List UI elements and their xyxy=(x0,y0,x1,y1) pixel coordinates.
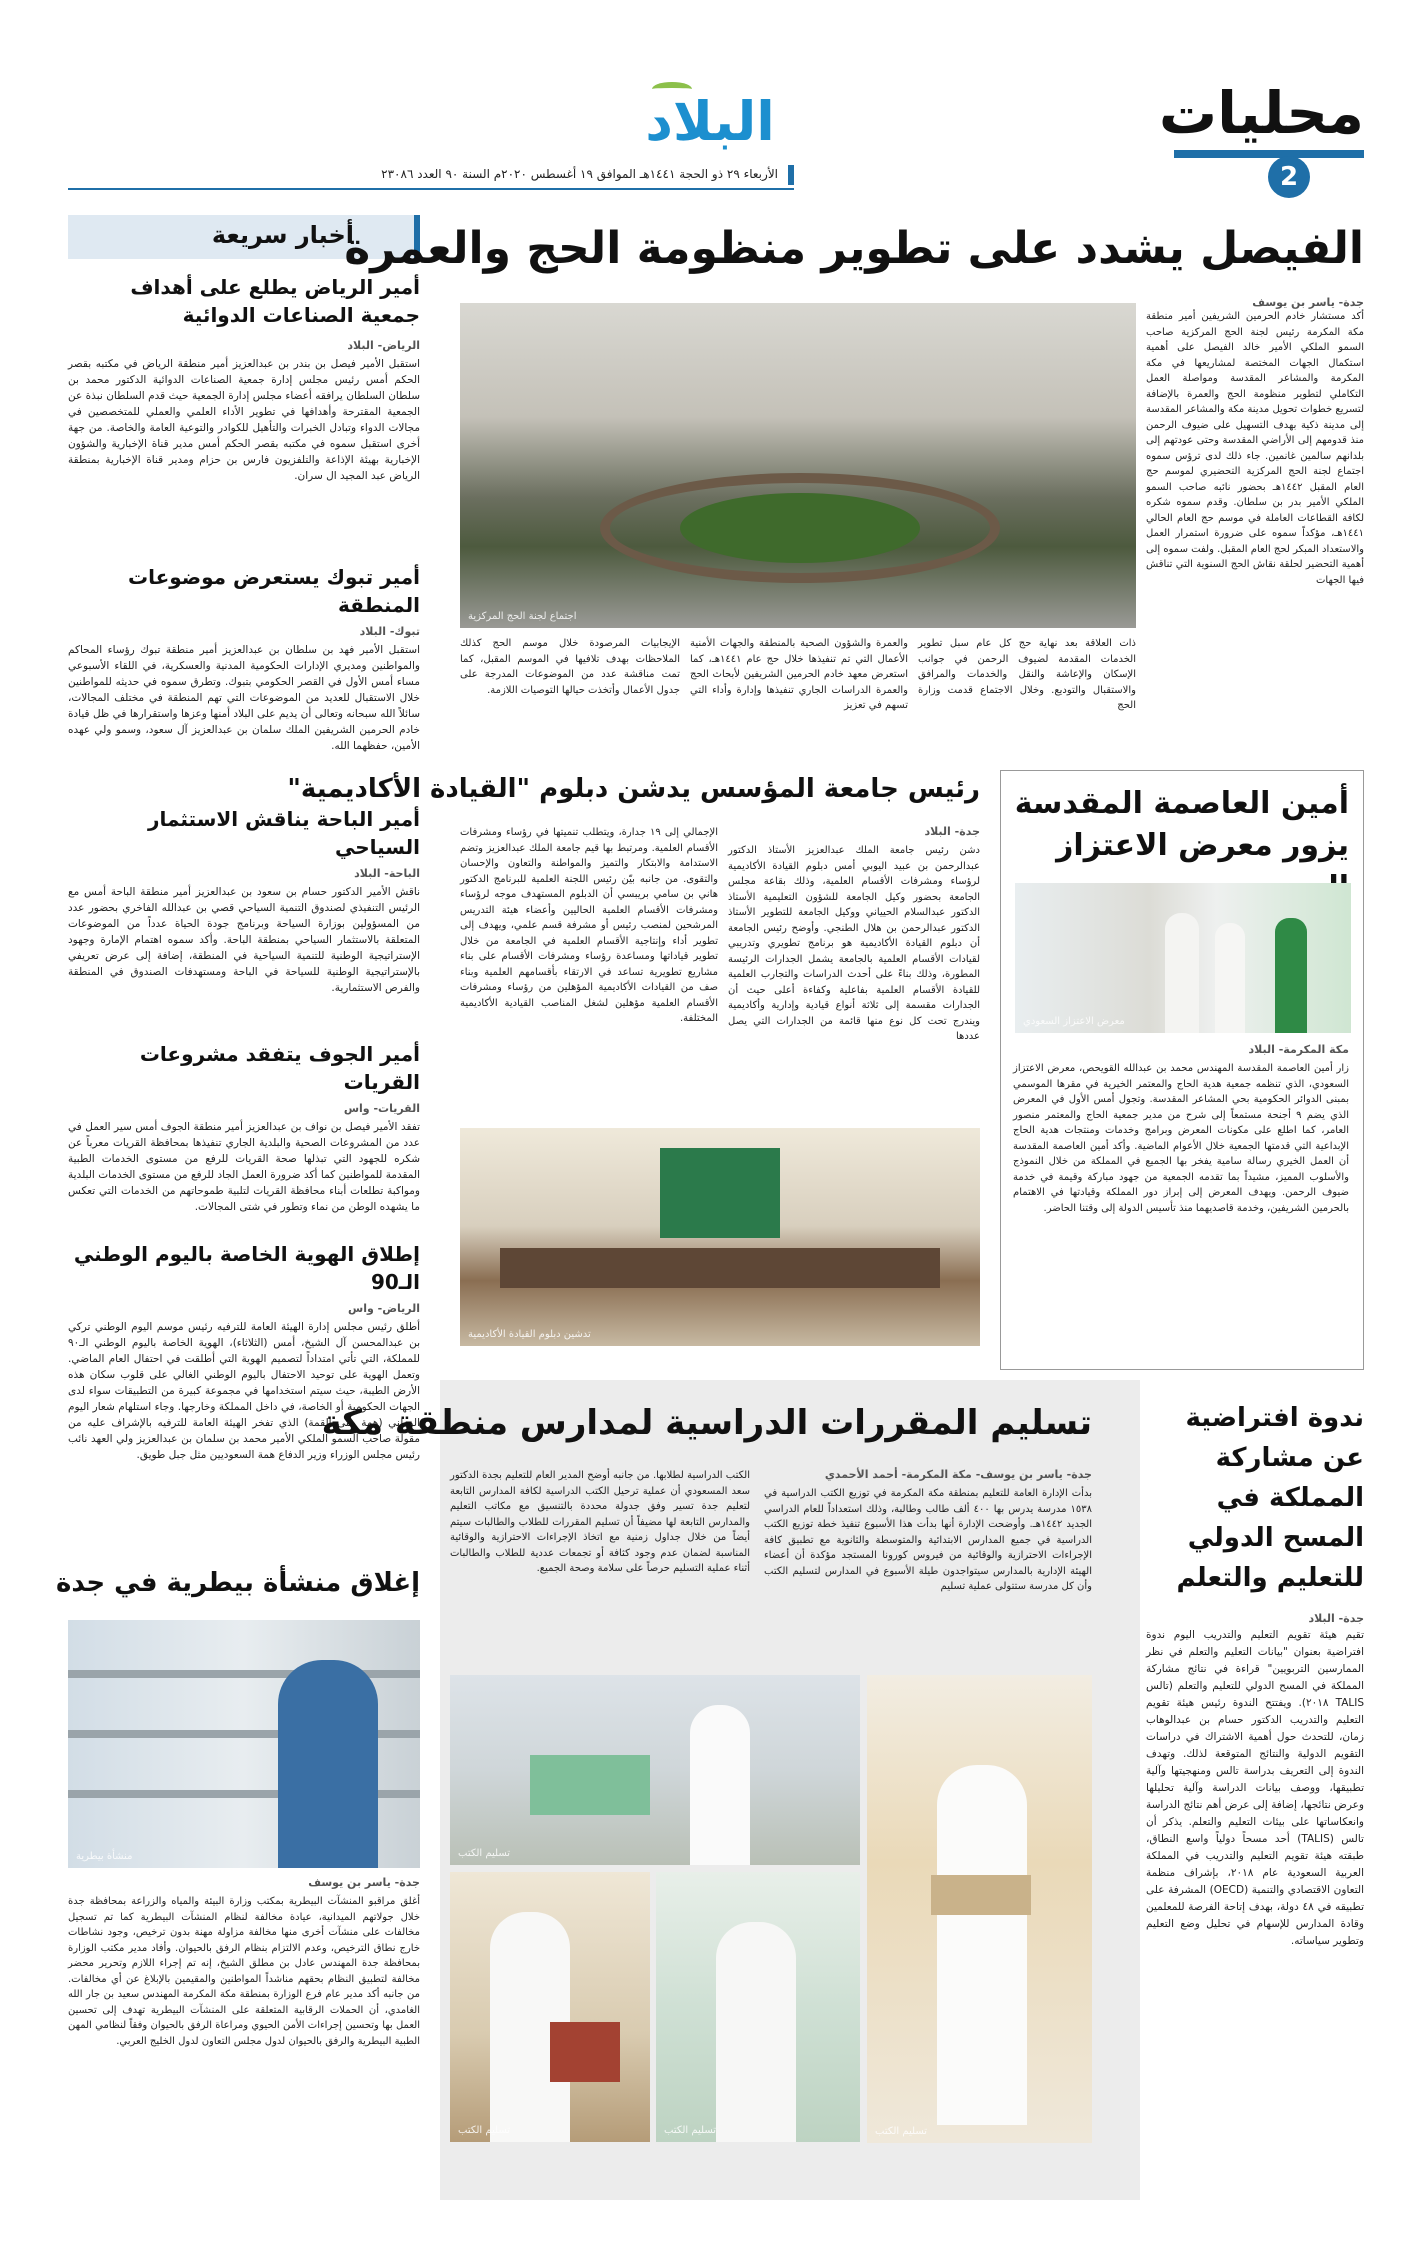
figure-shape xyxy=(716,1922,796,2142)
lead-body-col3: والعمرة والشؤون الصحية بالمنطقة والجهات الأمنية الأعمال التي تم تنفيذها خلال حج عام ١٤٤١هـ، كما استعرض معهد خادم الحرمين الشريفين لأبحاث الحج والعمرة الدراسات الجاري تنفيذها وإدارة وأداء التي تسهم في تعزيز xyxy=(690,638,908,711)
university-body-col1: دشن رئيس جامعة الملك عبدالعزيز الأستاذ الدكتور عبدالرحمن بن عبيد اليوبي أمس دبلوم القيادة الأكاديمية لرؤساء ومشرفات الأقسام العلمية، وذلك بقاعة مجلس الجامعة بحضور وكيل الجامعة للشؤون التعليمية الأستاذ الدكتور عبدالسلام الحيياني ووكيل الجامعة للتطوير الأستاذ الدكتور عبدالرحمن بن هلال الطنجي. وأوضح رئيس الجامعة أن دبلوم القيادة الأكاديمية هو برنامج تطويري وتدريبي لقيادات الأقسام العلمية بالجامعة يشمل الجدارات الرئيسة المطورة، وذلك بناءً على أحدث الدراسات والتجارب العلمية للقيادة الأقسام العلمية بفاعلية وكفاءة أعلى حيث أن الجدارات مقسمة إلى ثلاثة أنواع قيادية وإدارية وأكاديمية ويندرج تحت كل نوع منها قائمة من الجدارات التي يصل عددها xyxy=(728,845,980,1042)
photo-caption: تسليم الكتب xyxy=(458,2125,511,2136)
figure-shape xyxy=(937,1765,1027,2125)
sidebar-item xyxy=(68,805,420,1030)
logo-text: البلاد xyxy=(645,90,775,153)
books-stack-shape xyxy=(550,2022,620,2082)
sidebar-item-headline: أمير الجوف يتفقد مشروعات القريات xyxy=(139,1042,420,1094)
textbooks-source: جدة- ياسر بن يوسف- مكة المكرمة- أحمد الأحمدي xyxy=(824,1468,1092,1481)
logo xyxy=(630,82,790,162)
sidebar-item-source: الرياض- البلاد xyxy=(347,339,420,352)
dateline: الأربعاء ٢٩ ذو الحجة ١٤٤١هـ الموافق ١٩ أغسطس ٢٠٢٠م السنة ٩٠ العدد ٢٣٠٨٦ xyxy=(381,167,778,181)
figure-shape xyxy=(1275,918,1307,1033)
banner-shape xyxy=(660,1148,780,1238)
textbooks-band xyxy=(321,1380,1140,2200)
photo-caption: تسليم الكتب xyxy=(664,2125,717,2136)
amin-body: زار أمين العاصمة المقدسة المهندس محمد بن عبدالله القويحص، معرض الاعتزاز السعودي، الذي تنظمه جمعية هدية الحاج والمعتمر الخيرية في مقرها الموسمي بمبنى الدوائر الحكومية بحي المشاعر المقدسة. وتجول أمس الأول في المعرض الذي يضم ٩ أجنحة مستمعاً إلى شرح من مدير جمعية الحاج والمعتمر منصور العامر، كما اطلع على مكونات المعرض وبرامج وخدمات ومنتجات هدية الحاج الإبداعية التي قدمتها الجمعية خلال الأعوام الماضية. وأكد أمين العاصمة المقدسة أن العمل الخيري رسالة سامية يفخر بها الجميع في المملكة من خلال النموذج والأسلوب المميز، مشيداً بما تقدمه الجمعية من جهود مباركة وقيمة في خدمة ضيوف الرحمن. ويهدف المعرض إلى إبراز دور المملكة وقيادتها في الاهتمام بالحرمين الشريفين، وخدمة قاصديهما منذ تأسيس الدولة إلى وقتنا الحاضر. xyxy=(1013,1063,1349,1214)
vet-photo xyxy=(68,1620,420,1868)
books-photo-3 xyxy=(656,1872,860,2142)
sidebar-item-body: ناقش الأمير الدكتور حسام بن سعود بن عبدالعزيز أمير منطقة الباحة أمس مع الرئيس التنفيذي لصندوق التنمية السياحي قصي بن عبدالله الفاخري بحضور عدد من المسؤولين بوزارة السياحة وبرنامج جودة الحياة عدداً من الموضوعات المتعلقة بالاستثمار السياحي بمنطقة الباحة. وأكد سموه اهتمام الإمارة وجهود الإستراتيجية الوطنية للتنمية السياحية في المنطقة، إضافة إلى عرض تعريفي بالإستراتيجية الوطنية للسياحة في الباحة ومستهدفات الصندوق في المنطقة والفرص الاستثمارية. xyxy=(68,886,420,994)
amin-source: مكة المكرمة- البلاد xyxy=(1248,1043,1349,1056)
seminar-body: تقيم هيئة تقويم التعليم والتدريب اليوم ندوة افتراضية بعنوان "بيانات التعليم والتعلم في نظر الممارسين التربويين" قراءة في نتائج مشاركة المملكة في المسح الدولي للتعليم والتعلم (تالس TALIS ٢٠١٨). ويفتتح الندوة رئيس هيئة تقويم التعليم والتدريب الدكتور حسام بن عبدالوهاب زمان، للتحدث حول أهمية الاشتراك في دراسات التقويم الدولية والنتائج المتوقعة لذلك. وتهدف الندوة إلى التعريف بدراسة تالس ومنهجيتها وآلية تطبيقها، ووصف بيانات الدراسة وآلية تحليلها وعرض نتائجها، إضافة إلى عرض أهم نتائج الدراسة وانعكاساتها على بيئات التعليم والتعلم. يذكر أن تالس (TALIS) أحد مسحاً دولياً واسع النطاق، طبقته هيئة تقويم التعليم والتدريب في المملكة العربية السعودية عام ٢٠١٨، بإشراف منظمة التعاون الاقتصادي والتنمية (OECD) المشرفة على تطبيقه في ٤٨ دولة، بهدف إتاحة الفرصة للمعلمين وقادة المدارس للإسهام في تحليل وضع التعليم وتطوير سياساته. xyxy=(1146,1629,1365,1947)
books-stack-shape xyxy=(931,1875,1031,1915)
lead-source: جدة- ياسر بن يوسف xyxy=(1252,296,1364,309)
lead-photo-meeting xyxy=(460,303,1136,628)
books-photo-4 xyxy=(450,1872,650,2142)
sidebar-item-headline: إطلاق الهوية الخاصة باليوم الوطني الـ90 xyxy=(73,1242,420,1294)
sidebar-item-headline: أمير تبوك يستعرض موضوعات المنطقة xyxy=(128,565,420,617)
lead-headline: الفيصل يشدد على تطوير منظومة الحج والعمرة xyxy=(344,223,1364,274)
sidebar-item-body: استقبل الأمير فيصل بن بندر بن عبدالعزيز أمير منطقة الرياض في مكتبه بقصر الحكم أمس رئيس مجلس إدارة جمعية الصناعات الدوائية الدكتور محمد بن سلطان السلطان يرافقه أعضاء مجلس إدارة الجمعية حيث قدم السلطان نبذة عن الجمعية المقترحة وأهدافها في تطوير الأداء العلمي والعملي للمتخصصين في مجالات الدواء وتبادل الخبرات والتأهيل للكوادر والتوعية العامة والخاصة. من جهة أخرى استقبل سموه في مكتبه بقصر الحكم أمس مدير قناة الإخبارية والشؤون الإخبارية بهيئة الإذاعة والتلفزيون فارس بن حزام ومدير قناة الإخبارية بمنطقة الرياض عبد المجيد ال سران. xyxy=(68,358,420,482)
books-stack-shape xyxy=(530,1755,650,1815)
sidebar-item-body: استقبل الأمير فهد بن سلطان بن عبدالعزيز أمير منطقة تبوك رؤساء المحاكم والمواطنين ومديري الإدارات الحكومية المدنية والعسكرية، في اللقاء الأسبوعي مساء أمس الأول في القصر الحكومي بتبوك. وتطرق سموه في حديثه للمواطنين خلال الاستقبال للعديد من الموضوعات التي تهم المنطقة في مختلف المجالات، سائلاً الله سبحانه وتعالى أن يديم على البلاد أمنها وعزها واستقرارها في ظل قيادة خادم الحرمين الشريفين الملك سلمان بن عبدالعزيز آل سعود، وسمو ولي عهده الأمين، حفظهما الله. xyxy=(68,644,420,752)
section-title: محليات xyxy=(1158,79,1364,147)
figure-shape xyxy=(278,1660,378,1868)
meeting-plants-shape xyxy=(680,493,920,563)
books-photo-2 xyxy=(450,1675,860,1865)
lead-body-col4: الإيجابيات المرصودة خلال موسم الحج كذلك الملاحظات بهدف تلافيها في الموسم المقبل، كما تمت مناقشة عدد من الموضوعات المدرجة على جدول الأعمال وأتخذت حيالها التوصيات اللازمة. xyxy=(460,638,680,696)
sidebar-item-headline: أمير الباحة يناقش الاستثمار السياحي xyxy=(147,807,420,859)
vet-headline: إغلاق منشأة بيطرية في جدة xyxy=(56,1568,420,1598)
sidebar-item-source: الباحة- البلاد xyxy=(354,867,420,880)
sidebar-item xyxy=(68,1240,420,1520)
textbooks-body-col1: بدأت الإدارة العامة للتعليم بمنطقة مكة المكرمة في توزيع الكتب الدراسية في ١٥٣٨ مدرسة يدرس بها ٤٠٠ ألف طالب وطالبة، وذلك استعداداً للعام الدراسي الجديد ١٤٤٢هـ. وأوضحت الإدارة أنها بدأت هذا الأسبوع تنفيذ خطة توزيع الكتب الدراسية في جميع المدارس الابتدائية والمتوسطة والثانوية مع تطبيق كافة الإجراءات الاحترازية والوقائية من فيروس كورونا المستجد مؤكدة أن أعضاء الهيئة الإدارية بالمدارس سيتواجدون طيلة الأسبوع في المدارس لتسليم الكتب وأن كل مدرسة ستتولى عملية تسليم xyxy=(764,1488,1092,1592)
sidebar-item-source: تبوك- البلاد xyxy=(359,625,420,638)
vet-source: جدة- ياسر بن يوسف xyxy=(308,1876,420,1889)
university-source: جدة- البلاد xyxy=(924,825,980,838)
lead-body-col2: ذات العلاقة بعد نهاية حج كل عام سبل تطوير الخدمات المقدمة لضيوف الرحمن في جوانب الإسكان والإعاشة والنقل والخدمات والمرافق والاستقبال والتوديع. وخلال الاجتماع قدمت وزارة الحج xyxy=(918,638,1136,711)
university-photo xyxy=(460,1128,980,1346)
desk-shape xyxy=(500,1248,940,1288)
books-photo-1 xyxy=(867,1675,1092,2143)
lead-body-col1: أكد مستشار خادم الحرمين الشريفين أمير منطقة مكة المكرمة رئيس لجنة الحج المركزية صاحب السمو الملكي الأمير خالد الفيصل على أهمية استكمال الجهات المختصة لمشاريعها في مكة المكرمة والمشاعر المقدسة ومواصلة العمل التكاملي لتطوير منظومة الحج والعمرة بالإضافة لتسريع خطوات تحويل مدينة مكة والمشاعر المقدسة إلى مدينة ذكية بهدف التسهيل على ضيوف الرحمن منذ قدومهم إلى الأراضي المقدسة وحتى عودتهم إلى بلدانهم سالمين غانمين. جاء ذلك لدى ترؤس سموه اجتماع لجنة الحج المركزية التحضيري لموسم حج العام المقبل ١٤٤٢هـ بحضور نائبه صاحب السمو الملكي الأمير بدر بن سلطان. وقدم سموه شكره لكافة القطاعات العاملة في موسم حج العام الحالي ١٤٤١هـ، مؤكداً سموه على ضرورة استمرار العمل والاستعداد المبكر لحج العام المقبل. ولفت سموه إلى أهمية التحضير لحلقة نقاش الحج السنوية التي تناقش فيها الجهات xyxy=(1146,311,1364,586)
dateline-bar xyxy=(68,165,794,185)
figure-shape xyxy=(1165,913,1199,1033)
sidebar-item-headline: أمير الرياض يطلع على أهداف جمعية الصناعات الدوائية xyxy=(130,275,420,327)
sidebar-item-source: القريات- واس xyxy=(343,1102,420,1115)
seminar-headline: ندوة افتراضية عن مشاركة المملكة في المسح الدولي للتعليم والتعلم xyxy=(1176,1403,1364,1593)
sidebar-item-body: تفقد الأمير فيصل بن نواف بن عبدالعزيز أمير منطقة الجوف أمس سير العمل في عدد من المشروعات الصحية والبلدية الجاري تنفيذها بمحافظة القريات معرباً عن شكره للجهود التي تبذلها صحة القريات للرفع من مستوى الخدمات الطبية المقدمة للمواطنين كما أكد ضرورة العمل الجاد للرفع من مستوى الخدمات البلدية ومواكبة تطلعات أبناء محافظة القريات لتلبية طموحاتهم من الخدمات التي تعكس ما يشهده الوطن من نماء وتطور في شتى المجالات. xyxy=(68,1121,420,1213)
section-accent-bar xyxy=(1174,150,1364,158)
textbooks-body-col2: الكتب الدراسية لطلابها. من جانبه أوضح المدير العام للتعليم بجدة الدكتور سعد المسعودي أن عملية ترحيل الكتب الدراسية لكافة المدارس التابعة لتعليم جدة تسير وفق جدولة محددة بالتنسيق مع مكاتب التعليم والمدارس التابعة لها مضيفاً أن تسليم المقررات للطلاب والطالبات سيتم أيضاً من خلال جداول زمنية مع اتخاذ الإجراءات الاحترازية والوقائية المناسبة لضمان عدم وجود كثافة أو تجمعات عددية للطلاب والطالبات أثناء عملية التسليم حرصاً على سلامة وصحة الجميع. xyxy=(450,1470,750,1574)
sidebar-item xyxy=(68,563,420,803)
university-body-col2: الإجمالي إلى ١٩ جدارة، ويتطلب تنميتها في رؤساء ومشرفات الأقسام العلمية. ومرتبط بها قيم جامعة الملك عبدالعزيز وتضم الاستدامة والابتكار والتميز والمواطنة والتعاون والإحسان والتقوى. من جانبه بيّن رئيس اللجنة العلمية للبرنامج الدكتور هاني بن سامي بريبسي أن الدبلوم المستهدف موجه لرؤساء ومشرفات الأقسام العلمية الحاليين وأعضاء هيئة التدريس المرشحين لمنصب رئيس أو مشرفة قسم علمي، ويهدف إلى تطوير أداء وإنتاجية الأقسام العلمية في الجامعة من خلال تطوير قياداتها ومساعدة رؤساء ومشرفات الأقسام على بناء مشاريع تطويرية تساعد في الارتقاء بأقسامهم العلمية وبناء صف من القيادات الأكاديمية المؤهلين من رؤساء ومشرفات الأقسام العلمية مؤهلين لشغل المناصب القيادية الأكاديمية المختلفة. xyxy=(460,827,718,1024)
page-number-badge: 2 xyxy=(1268,156,1310,198)
photo-caption: تسليم الكتب xyxy=(458,1848,511,1859)
photo-caption: اجتماع لجنة الحج المركزية xyxy=(468,611,577,622)
amin-photo xyxy=(1015,883,1351,1033)
lead-story-col1 xyxy=(1146,296,1364,736)
masthead xyxy=(0,0,1420,200)
photo-caption: تسليم الكتب xyxy=(875,2126,928,2137)
university-headline: رئيس جامعة المؤسس يدشن دبلوم "القيادة الأكاديمية" xyxy=(287,774,980,804)
figure-shape xyxy=(1215,923,1245,1033)
photo-caption: معرض الاعتزاز السعودي xyxy=(1023,1016,1125,1027)
sidebar-item xyxy=(68,1040,420,1245)
figure-shape xyxy=(690,1705,750,1865)
sidebar-title: أخبار سريعة xyxy=(211,221,354,249)
sidebar-item xyxy=(68,273,420,553)
amin-story-box xyxy=(1000,770,1364,1370)
photo-caption: تدشين دبلوم القيادة الأكاديمية xyxy=(468,1329,591,1340)
sidebar-item-source: الرياض- واس xyxy=(348,1302,420,1315)
vet-body: أغلق مراقبو المنشآت البيطرية بمكتب وزارة البيئة والمياه والزراعة بمحافظة جدة خلال جولاتهم الميدانية، عيادة مخالفة لنظام المنشآت البيطرية كما تم تسجيل مخالفات على منشآت أخرى منها مخالفة مزاولة مهنة بدون ترخيص، وجود نشاطات خارج نطاق الترخيص، وعدم الالتزام بنظام الرفق بالحيوان. وأفاد مدير مكتب الوزارة بمحافظة جدة المهندس عادل بن مطلق الشيخ، إنه تم إجراء اللازم وتحرير محضر مخالفة لتطبيق النظام بحقهم مناشداً المواطنين والمقيمين بالإبلاغ عن أي مخالفات. من جانبه أكد مدير عام فرع الوزارة بمنطقة مكة المكرمة المهندس سعيد بن جار الله الغامدي، أن الحملات الرقابية المتعلقة على المنشآت البيطرية تهدف إلى تحسين العمل بها وتحسين إجراءات الأمن الحيوي ومراعاة الرفق بالحيوان وفقاً لنظامي المهن الطبية البيطرية والرفق بالحيوان لدول مجلس التعاون لدول الخليج العربي. xyxy=(68,1896,420,2047)
textbooks-headline: تسليم المقررات الدراسية لمدارس منطقة مكة xyxy=(321,1403,1092,1443)
amin-headline: أمين العاصمة المقدسة يزور معرض الاعتزاز xyxy=(1014,786,1349,863)
photo-caption: منشأة بيطرية xyxy=(76,1851,133,1862)
seminar-story xyxy=(1146,1398,1364,2198)
seminar-source: جدة- البلاد xyxy=(1308,1612,1364,1625)
dateline-rule xyxy=(68,188,794,190)
sidebar-item-body: أطلق رئيس مجلس إدارة الهيئة العامة للترفيه رئيس موسم اليوم الوطني تركي بن عبدالمحسن آل الشيخ، أمس (الثلاثاء)، الهوية الخاصة باليوم الوطني الـ٩٠ للمملكة، التي تأتي امتداداً لتصميم الهوية التي أطلقت في احتفال العام الماضي. وتعمل الهوية على توحيد الاحتفال باليوم الوطني الغالي على قلوب سكان هذه الأرض الطيبة، حيث سيتم استخدامها في مجموعة كبيرة من التطبيقات سواء لدى الجهات الحكومية أو الخاصة، في داخل المملكة وخارجها. وجاء استلهام شعار اليوم الوطني (همة حتى القمة) الذي تفخر الهيئة العامة للترفيه بالإشراف عليه من مقولة صاحب السمو الملكي الأمير محمد بن سلمان بن عبدالعزيز ولي العهد نائب رئيس مجلس الوزراء وزير الدفاع همة السعوديين مثل جبل طويق. xyxy=(68,1321,420,1461)
